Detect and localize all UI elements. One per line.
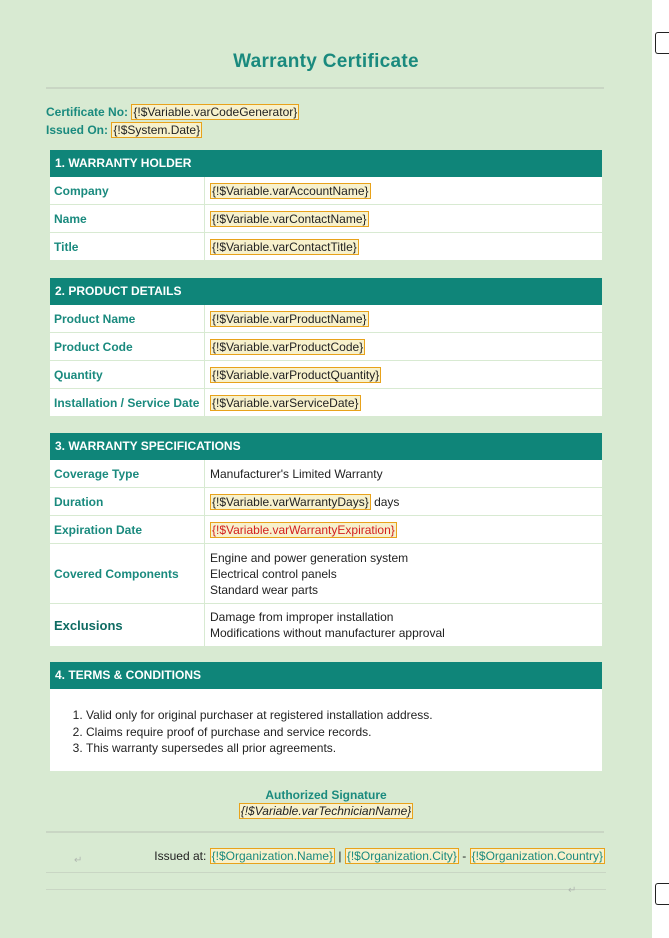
table-row xyxy=(50,361,602,389)
exclusion-item: Damage from improper installation xyxy=(210,610,394,624)
row-label: Installation / Service Date xyxy=(50,389,205,416)
table-row xyxy=(50,305,602,333)
row-label: Product Name xyxy=(50,305,205,332)
table-row xyxy=(50,544,602,604)
row-label: Coverage Type xyxy=(50,460,205,487)
company-field[interactable]: {!$Variable.varAccountName} xyxy=(212,183,369,198)
row-label: Product Code xyxy=(50,333,205,360)
table-row xyxy=(50,604,602,646)
section-heading: 3. WARRANTY SPECIFICATIONS xyxy=(50,433,602,460)
exclusion-item: Modifications without manufacturer approval xyxy=(210,626,445,640)
table-row xyxy=(50,516,602,544)
terms-list xyxy=(50,689,602,757)
footer-prefix: Issued at: xyxy=(154,849,210,863)
section-heading: 4. TERMS & CONDITIONS xyxy=(50,662,602,689)
page-edge-bracket-icon xyxy=(655,32,669,54)
org-country-field[interactable]: {!$Organization.Country} xyxy=(471,849,603,863)
row-label: Quantity xyxy=(50,361,205,388)
row-label: Exclusions xyxy=(50,604,205,646)
quantity-field[interactable]: {!$Variable.varProductQuantity} xyxy=(212,367,380,382)
section-heading: 2. PRODUCT DETAILS xyxy=(50,278,602,305)
signature-title: Authorized Signature xyxy=(265,788,387,802)
issued-on-row xyxy=(46,122,202,138)
row-label: Duration xyxy=(50,488,205,515)
certificate-number-field[interactable]: {!$Variable.varCodeGenerator} xyxy=(133,105,298,119)
table-row xyxy=(50,205,602,233)
paragraph-mark-icon: ↵ xyxy=(568,885,577,896)
row-label: Covered Components xyxy=(50,544,205,603)
product-name-field[interactable]: {!$Variable.varProductName} xyxy=(212,311,367,326)
footer-separator: | xyxy=(335,849,345,863)
page-title: Warranty Certificate xyxy=(233,51,419,72)
list-item: 3. This warranty supersedes all prior agreements. xyxy=(86,740,602,757)
coverage-type-value: Manufacturer's Limited Warranty xyxy=(210,466,383,481)
duration-suffix: days xyxy=(370,494,400,509)
table-row xyxy=(50,460,602,488)
product-details-section xyxy=(50,278,602,416)
table-row xyxy=(50,333,602,361)
certificate-number-row xyxy=(46,104,299,120)
warranty-days-field[interactable]: {!$Variable.varWarrantyDays} xyxy=(212,494,369,509)
table-row xyxy=(50,488,602,516)
warranty-specifications-section xyxy=(50,433,602,646)
paragraph-mark-icon: ↵ xyxy=(74,855,83,866)
title-divider xyxy=(46,87,604,89)
service-date-field[interactable]: {!$Variable.varServiceDate} xyxy=(212,395,359,410)
footer-separator: - xyxy=(458,849,470,863)
footer-divider xyxy=(46,831,604,833)
signature-name-row xyxy=(0,803,652,819)
list-item: 2. Claims require proof of purchase and service records. xyxy=(86,724,602,741)
product-code-field[interactable]: {!$Variable.varProductCode} xyxy=(212,339,364,354)
expiration-date-field[interactable]: {!$Variable.varWarrantyExpiration} xyxy=(212,522,395,537)
org-city-field[interactable]: {!$Organization.City} xyxy=(346,849,457,863)
component-item: Electrical control panels xyxy=(210,566,337,581)
terms-conditions-section xyxy=(50,662,602,771)
certificate-number-label: Certificate No: xyxy=(46,105,129,119)
empty-paragraph[interactable] xyxy=(46,872,606,890)
org-name-field[interactable]: {!$Organization.Name} xyxy=(211,849,334,863)
component-item: Engine and power generation system xyxy=(210,550,409,565)
table-row xyxy=(50,233,602,260)
section-heading: 1. WARRANTY HOLDER xyxy=(50,150,602,177)
list-item: 1. Valid only for original purchaser at registered installation address. xyxy=(86,707,602,724)
row-label: Title xyxy=(50,233,205,260)
row-label: Name xyxy=(50,205,205,232)
footer-issued-at xyxy=(154,848,605,864)
warranty-holder-section xyxy=(50,150,602,260)
row-label: Expiration Date xyxy=(50,516,205,543)
table-row xyxy=(50,389,602,416)
terms-list-box xyxy=(50,689,602,771)
row-label: Company xyxy=(50,177,205,204)
issued-on-label: Issued On: xyxy=(46,123,109,137)
title-field[interactable]: {!$Variable.varContactTitle} xyxy=(212,239,357,254)
technician-name-field[interactable]: {!$Variable.varTechnicianName} xyxy=(240,804,412,818)
name-field[interactable]: {!$Variable.varContactName} xyxy=(212,211,367,226)
table-row xyxy=(50,177,602,205)
page-edge-bracket-icon xyxy=(655,883,669,905)
component-item: Standard wear parts xyxy=(210,582,319,597)
issued-on-field[interactable]: {!$System.Date} xyxy=(113,123,201,137)
